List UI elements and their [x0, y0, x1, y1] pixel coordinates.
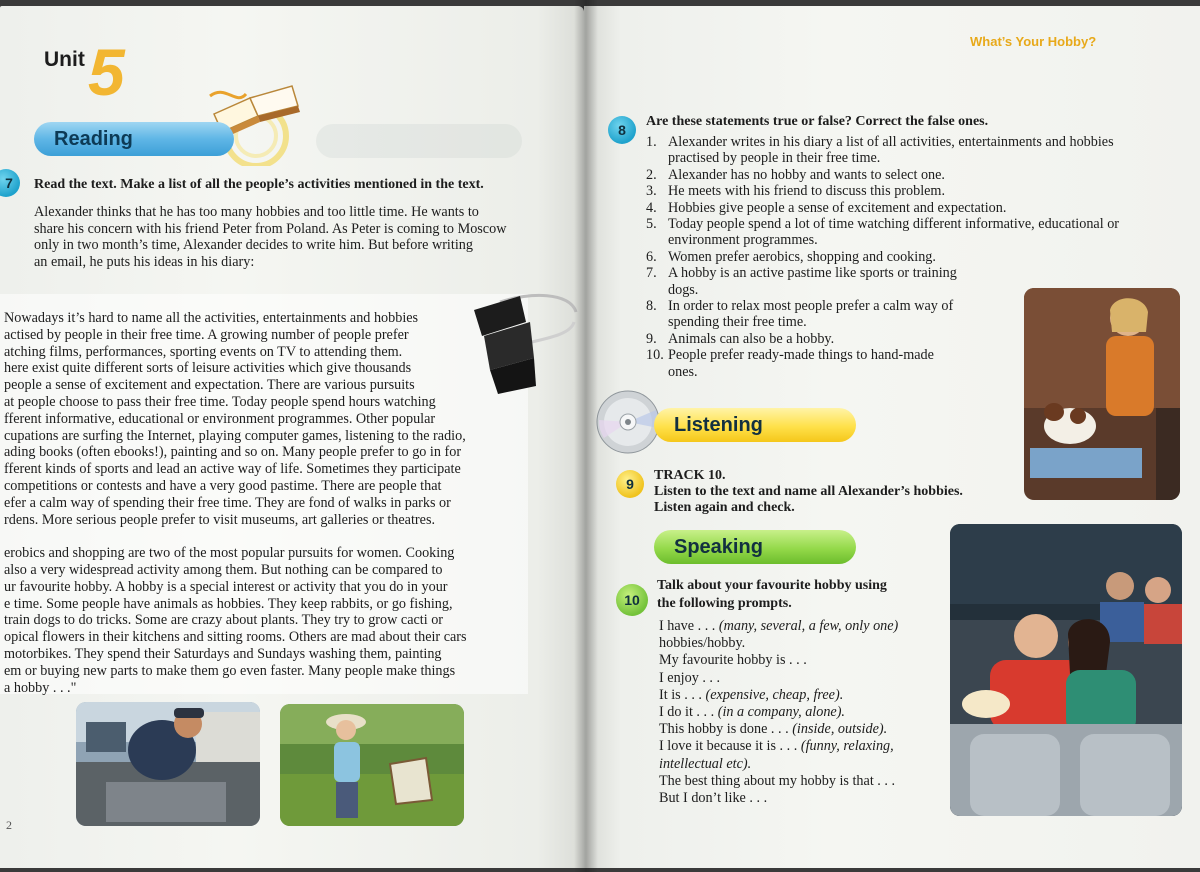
diary-line: at people choose to pass their free time. Today people spend hours watching — [4, 393, 436, 410]
faded-banner — [316, 124, 522, 158]
photo-man-repairing-car — [76, 702, 260, 826]
photo-woman-painting-outdoors — [280, 704, 464, 826]
list-item: 9. Animals can also be a hobby. — [646, 330, 835, 347]
list-item: 2. Alexander has no hobby and wants to select one. — [646, 166, 945, 183]
diary-line: rdens. More serious people prefer to visit museums, art galleries or theatres. — [4, 511, 436, 528]
text-line: an email, he puts his ideas in his diary: — [34, 253, 255, 270]
diary-line: opical flowers in their kitchens and sitting rooms. Others are mad about their cars — [4, 629, 467, 646]
exercise-10-line1: Talk about your favourite hobby using — [657, 578, 887, 593]
diary-line: motorbikes. They spend their Saturdays and Sundays washing them, painting — [4, 645, 442, 662]
diary-line: a hobby . . ." — [4, 679, 77, 696]
diary-line: erobics and shopping are two of the most popular pursuits for women. Cooking — [4, 545, 455, 562]
list-item: 10. People prefer ready-made things to hand-made ones. — [646, 347, 934, 380]
section-banner-reading — [34, 122, 234, 156]
unit-number: 5 — [88, 35, 125, 109]
diary-line: cupations are surfing the Internet, playing computer games, listening to the radio, — [4, 427, 466, 444]
prompt-line: hobbies/hobby. — [659, 635, 746, 652]
list-item: 5. Today people spend a lot of time watching different informative, educational or environment programmes. — [646, 216, 1120, 249]
diary-line: here exist quite different sorts of leisure activities which give thousands — [4, 360, 412, 377]
speaking-title: Speaking — [674, 536, 763, 558]
prompt-line: This hobby is done . . . (inside, outside). — [659, 721, 888, 738]
list-item: 6. Women prefer aerobics, shopping and cooking. — [646, 248, 936, 265]
list-item: 8. In order to relax most people prefer a calm way of spending their free time. — [646, 298, 954, 331]
listening-title: Listening — [674, 414, 763, 436]
diary-line: actised by people in their free time. A growing number of people prefer — [4, 326, 409, 343]
unit-label: Unit — [44, 48, 85, 71]
prompt-line: I love it because it is . . . (funny, relaxing, — [659, 738, 894, 755]
list-item: 3. He meets with his friend to discuss this problem. — [646, 183, 946, 200]
diary-line: ur favourite hobby. A hobby is a special interest or activity that you do in your — [4, 578, 448, 595]
exercise-8-instruction: Are these statements true or false? Correct the false ones. — [646, 114, 989, 129]
intro-paragraph — [34, 204, 506, 270]
prompt-line: My favourite hobby is . . . — [659, 652, 807, 669]
diary-line: fferent informative, educational or environment programmes. Other popular — [4, 410, 436, 427]
right-page — [584, 6, 1200, 868]
book-gutter — [574, 0, 598, 872]
speaking-prompts — [659, 618, 898, 807]
exercise-number-badge: 7 — [0, 169, 20, 197]
diary-line: fferent kinds of sports and lead an active way of life. Sometimes they participate — [4, 461, 461, 478]
prompt-line: The best thing about my hobby is that . . . — [659, 772, 896, 789]
prompt-line: It is . . . (expensive, cheap, free). — [659, 686, 844, 703]
photo-cinema-audience — [950, 524, 1182, 816]
list-item: 4. Hobbies give people a sense of excitement and expectation. — [646, 199, 1007, 216]
text-line: Alexander thinks that he has too many hobbies and too little time. He wants to — [34, 204, 479, 220]
diary-line: people a sense of excitement and expectation. There are various pursuits — [4, 377, 415, 394]
diary-line: ading books (often ebooks!), painting and so on. Many people prefer to go in for — [4, 444, 462, 461]
prompt-line: I do it . . . (in a company, alone). — [659, 704, 845, 721]
exercise-9-track: TRACK 10. — [654, 468, 726, 483]
cd-icon — [596, 390, 660, 454]
diary-line: e time. Some people have animals as hobbies. They keep rabbits, or go fishing, — [4, 595, 453, 612]
list-item: 7. A hobby is an active pastime like sports or training dogs. — [646, 265, 957, 298]
exercise-9-line1: Listen to the text and name all Alexander’s hobbies. — [654, 484, 963, 499]
exercise-8-badge: 8 — [608, 116, 636, 144]
exercise-9-line2: Listen again and check. — [654, 500, 795, 515]
running-head: What’s Your Hobby? — [970, 34, 1097, 49]
diary-line — [4, 528, 467, 545]
exercise-instruction: Read the text. Make a list of all the people’s activities mentioned in the text. — [34, 177, 484, 192]
text-line: share his concern with his friend Peter from Poland. As Peter is coming to Moscow — [34, 220, 507, 237]
exercise-10-badge: 10 — [616, 584, 648, 616]
exercise-9-badge: 9 — [616, 470, 644, 498]
diary-line: efer a calm way of spending their free time. They are fond of walks in parks or — [4, 494, 451, 511]
prompt-line: I have . . . (many, several, a few, only one) — [659, 618, 899, 634]
page-number: 2 — [6, 818, 12, 832]
binder-clip-icon — [470, 292, 580, 402]
diary-text — [4, 310, 467, 696]
diary-line: Nowadays it’s hard to name all the activities, entertainments and hobbies — [4, 310, 419, 326]
diary-line: em or buying new parts to make them go even faster. Many people make things — [4, 662, 456, 679]
prompt-line: intellectual etc). — [659, 755, 752, 772]
section-title: Reading — [54, 128, 133, 150]
left-page — [0, 6, 584, 868]
section-banner-speaking — [654, 530, 856, 564]
exercise-10-line2: the following prompts. — [657, 596, 792, 611]
diary-line: competitions or contests and have a very good pastime. There are people that — [4, 477, 442, 494]
prompt-line: But I don’t like . . . — [659, 790, 768, 807]
photo-woman-training-dog — [1024, 288, 1180, 500]
text-line: only in two month’s time, Alexander decides to write him. But before writing — [34, 237, 473, 254]
section-banner-listening — [654, 408, 856, 442]
prompt-line: I enjoy . . . — [659, 669, 721, 686]
diary-line: also a very widespread activity among them. But nothing can be compared to — [4, 561, 443, 578]
diary-line: train dogs to do tricks. Some are crazy about plants. They try to grow cacti or — [4, 612, 444, 629]
list-item: 1. Alexander writes in his diary a list of all activities, entertainments and hobbies practised by people in their free time. — [646, 134, 1114, 167]
diary-line: atching films, performances, sporting events on TV to attending them. — [4, 343, 403, 360]
